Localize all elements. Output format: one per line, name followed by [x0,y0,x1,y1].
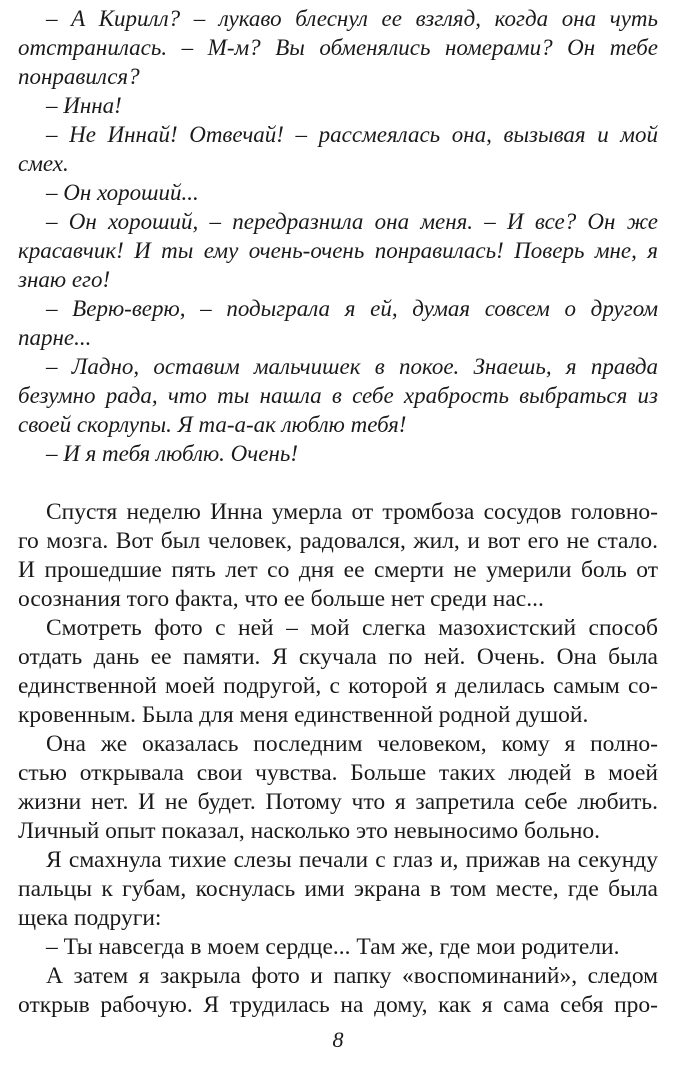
text-line: – Он хороший... [46,180,199,205]
text-line: щека подруги: [18,905,162,931]
text-line: знаю его! [18,267,111,292]
dialogue-block [18,4,658,468]
page-number: 8 [332,1027,344,1052]
text-line: открыв рабочую. Я трудилась на дому, как я сама себя про- [18,992,658,1018]
text-line: кровенным. Была для меня единственной родной душой. [18,702,589,728]
section-gap [18,468,658,498]
text-line: – Не Иннай! Отвечай! – рассмеялась она, вызывая и мой [46,122,658,147]
text-line: – Он хороший, – передразнила она меня. – И все? Он же [46,209,658,234]
text-line: – И я тебя люблю. Очень! [46,441,299,466]
text-line: красавчик! И ты ему очень-очень понравилась! Поверь мне, я [18,238,658,263]
text-line: – А Кирилл? – лукаво блеснул ее взгляд, когда она чуть [46,6,658,31]
text-line: Спустя неделю Инна умерла от тромбоза сосудов головно- [46,499,658,525]
text-line: отстранилась. – М-м? Вы обменялись номерами? Он тебе [18,35,658,60]
text-line: смех. [18,151,69,176]
text-line: осознания того факта, что ее больше нет среди нас... [18,586,544,612]
text-line: го мозга. Вот был человек, радовался, жил, и вот его не стало. [18,528,658,554]
text-line: – Ты навсегда в моем сердце... Там же, где мои родители. [46,934,620,960]
book-page [18,4,658,1020]
text-line: пальцы к губам, коснулась ими экрана в том месте, где была [18,876,658,902]
narrative-block [18,498,658,1020]
text-line: Личный опыт показал, насколько это невыносимо больно. [18,818,601,844]
text-line: парне... [18,325,92,350]
text-line: Она же оказалась последним человеком, кому я полно- [46,731,658,757]
text-line: А затем я закрыла фото и папку «воспоминаний», следом [46,963,658,989]
text-line: своей скорлупы. Я та-а-ак люблю тебя! [18,412,407,437]
text-line: безумно рада, что ты нашла в себе храбрость выбраться из [18,383,658,408]
text-line: Я смахнула тихие слезы печали с глаз и, прижав на секунду [46,847,658,873]
text-line: – Инна! [46,93,122,118]
text-line: жизни нет. И не будет. Потому что я запретила себе любить. [18,789,658,815]
text-line: единственной моей подругой, с которой я делилась самым со- [18,673,658,699]
text-line: понравился? [18,64,140,89]
text-line: Смотреть фото с ней – мой слегка мазохистский способ [46,615,658,641]
text-line: – Ладно, оставим мальчишек в покое. Знаешь, я правда [46,354,658,379]
text-line: отдать дань ее памяти. Я скучала по ней. Очень. Она была [18,644,658,670]
text-line: стью открывала свои чувства. Больше таких людей в моей [18,760,658,786]
text-line: И прошедшие пять лет со дня ее смерти не умерили боль от [18,557,658,583]
text-line: – Верю-верю, – подыграла я ей, думая совсем о другом [46,296,658,321]
